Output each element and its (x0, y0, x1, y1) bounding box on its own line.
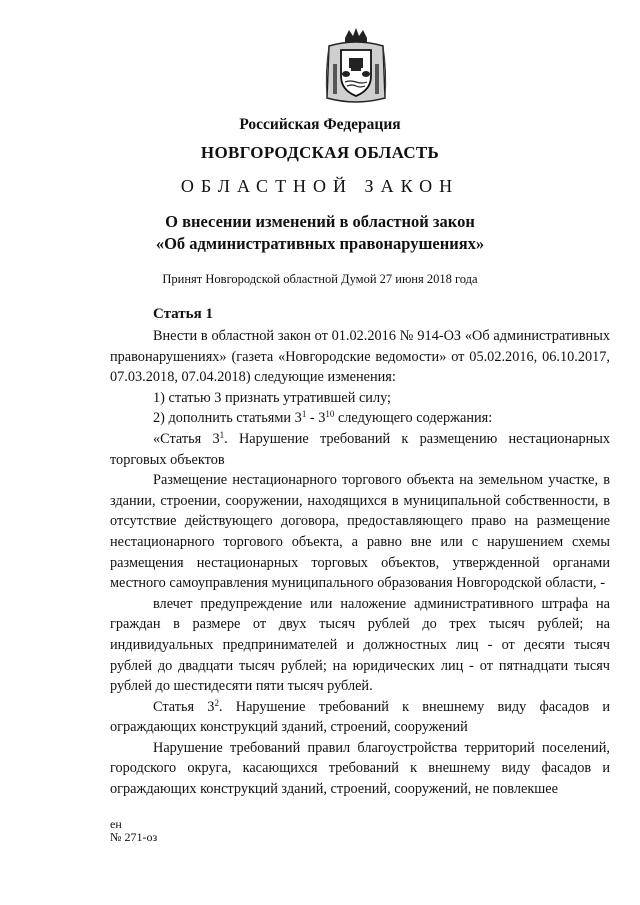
amendment-item-1: 1) статью 3 признать утратившей силу; (153, 389, 392, 406)
article-3-1-penalty: влечет предупреждение или наложение административного штрафа на граждан в размере от двух тысяч рублей до трех тысяч рублей; на индивидуальных предпринимателей и должностных лиц - от десяти тысяч рублей до двадцати тысяч рублей; на юридических лиц - от пятнадцати тысяч рублей до шестидесяти пяти тысяч рублей. (110, 595, 610, 695)
law-title-line1: О внесении изменений в областной закон (165, 212, 475, 231)
article-1-heading: Статья 1 (153, 306, 213, 322)
law-title (0, 211, 640, 255)
law-title-line2: «Об административных правонарушениях» (155, 234, 485, 253)
federation-name: Российская Федерация (239, 116, 401, 133)
article-3-2-heading: Статья $3^2$. Нарушение требований к внешнему виду фасадов и ограждающих конструкций зданий, строений, сооружений (110, 697, 611, 736)
article-3-1-text: Размещение нестационарного торгового объекта на земельном участке, в здании, строении, сооружении, находящихся в муниципальной собственности, в отсутствие действующего договора, предоставляющего право на размещение нестационарного торгового объекта, а равно вне или с нарушением схемы размещения нестационарных торговых объектов, утвержденной органами местного самоуправления муниципального образования Новгородской области, - (110, 472, 610, 592)
law-type: ОБЛАСТНОЙ ЗАКОН (180, 176, 460, 196)
executor-initials: ен (110, 817, 122, 831)
coat-of-arms-emblem (323, 24, 389, 106)
article-3-1-heading: «Статья $3^1$. Нарушение требований к размещению нестационарных торговых объектов (110, 429, 610, 468)
document-footer (110, 818, 157, 844)
amendment-item-2: 2) дополнить статьями $3^1 - 3^{10}$ следующего содержания: (153, 409, 493, 427)
law-number: № 271-оз (110, 830, 158, 844)
article-1-body (110, 326, 610, 800)
region-name: НОВГОРОДСКАЯ ОБЛАСТЬ (200, 143, 440, 162)
article-3-2-text: Нарушение требований правил благоустройства территорий поселений, городского округа, касающихся требований к внешнему виду фасадов и ограждающих конструкций зданий, строений, сооружений, не повлекшее (110, 739, 610, 798)
adoption-note: Принят Новгородской областной Думой 27 июня 2018 года (162, 272, 478, 286)
amendment-intro: Внести в областной закон от 01.02.2016 № 914-ОЗ «Об административных правонарушениях» (газета «Новгородские ведомости» от 05.02.2016, 06.10.2017, 07.03.2018, 07.04.2018) следующие изменения: (110, 328, 610, 386)
